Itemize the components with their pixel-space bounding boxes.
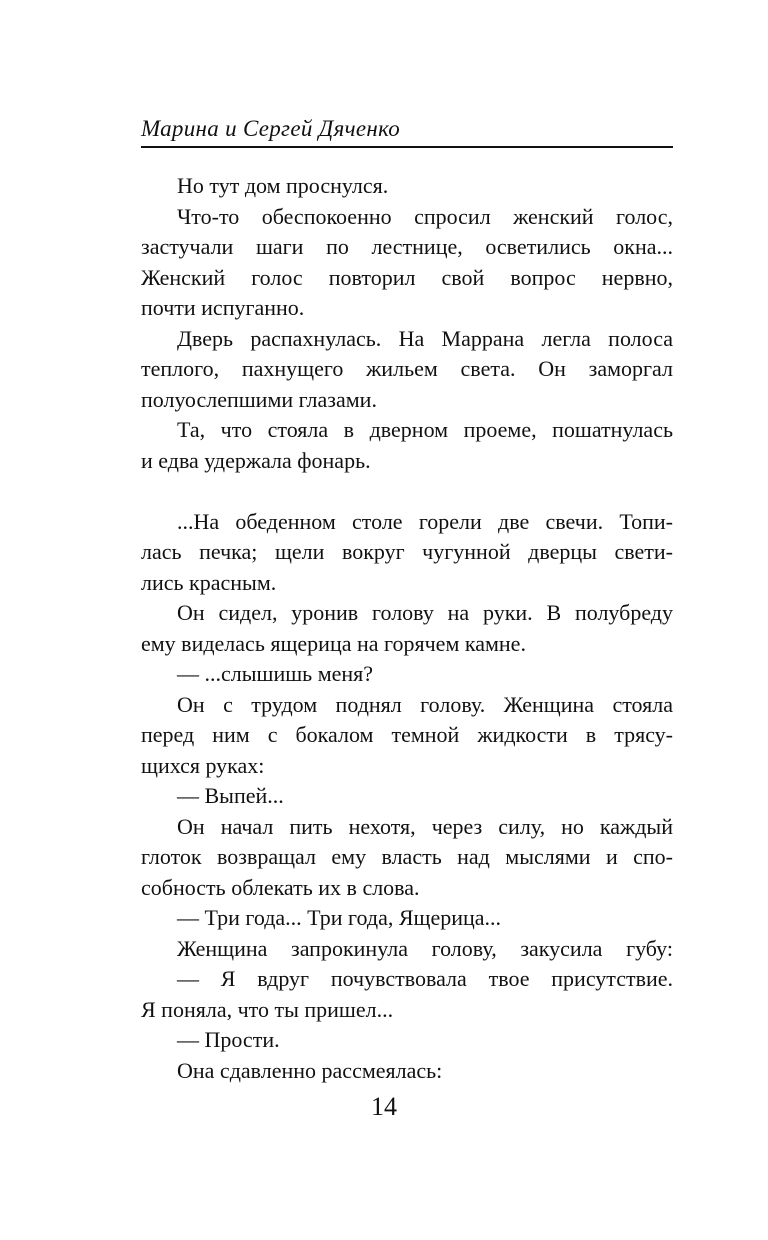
running-head-title: Марина и Сергей Дяченко	[141, 116, 401, 141]
text-line: теплого, пахнущего жильем света. Он заморгал	[141, 356, 673, 381]
section-break	[141, 476, 673, 507]
text-line: Женский голос повторил свой вопрос нервно,	[141, 264, 673, 290]
text-line: собность облекать их в слова.	[141, 874, 420, 900]
text-line: Дверь распахнулась. На Маррана легла полоса	[177, 325, 673, 351]
text-line: Та, что стояла в дверном проеме, пошатнулась	[177, 417, 673, 442]
text-line: Женщина запрокинула голову, закусила губу:	[177, 935, 673, 961]
text-line: глоток возвращал ему власть над мыслями и спо-	[141, 844, 673, 869]
body-text	[141, 171, 673, 1086]
text-line: ему виделась ящерица на горячем камне.	[141, 630, 526, 656]
text-line: лись красным.	[141, 569, 277, 595]
text-line: застучали шаги по лестнице, осветились окна...	[141, 234, 673, 259]
text-line: — ...слышишь меня?	[177, 661, 374, 686]
text-line: Он с трудом поднял голову. Женщина стояла	[177, 691, 673, 717]
text-line: — Прости.	[177, 1027, 280, 1052]
text-line: Он начал пить нехотя, через силу, но каждый	[177, 813, 673, 839]
text-line: полуослепшими глазами.	[141, 386, 377, 412]
text-line: — Три года... Три года, Ящерица...	[177, 905, 502, 930]
page-number: 14	[371, 1092, 397, 1121]
text-line: щихся руках:	[141, 752, 265, 778]
text-line: Я поняла, что ты пришел...	[141, 996, 394, 1022]
text-line: перед ним с бокалом темной жидкости в трясу-	[141, 722, 673, 747]
running-head	[141, 114, 673, 148]
text-line: Что-то обеспокоенно спросил женский голос,	[177, 203, 673, 229]
text-line: Он сидел, уронив голову на руки. В полубреду	[177, 600, 673, 625]
text-line: — Я вдруг почувствовала твое присутствие.	[177, 966, 673, 991]
text-line: лась печка; щели вокруг чугунной дверцы свети-	[141, 539, 673, 564]
text-line: и едва удержала фонарь.	[141, 447, 371, 473]
text-line: ...На обеденном столе горели две свечи. Топи-	[177, 508, 673, 534]
text-line: Она сдавленно рассмеялась:	[177, 1057, 443, 1083]
text-line: — Выпей...	[177, 783, 284, 808]
text-line: Но тут дом проснулся.	[177, 173, 389, 198]
text-line: почти испуганно.	[141, 295, 305, 320]
